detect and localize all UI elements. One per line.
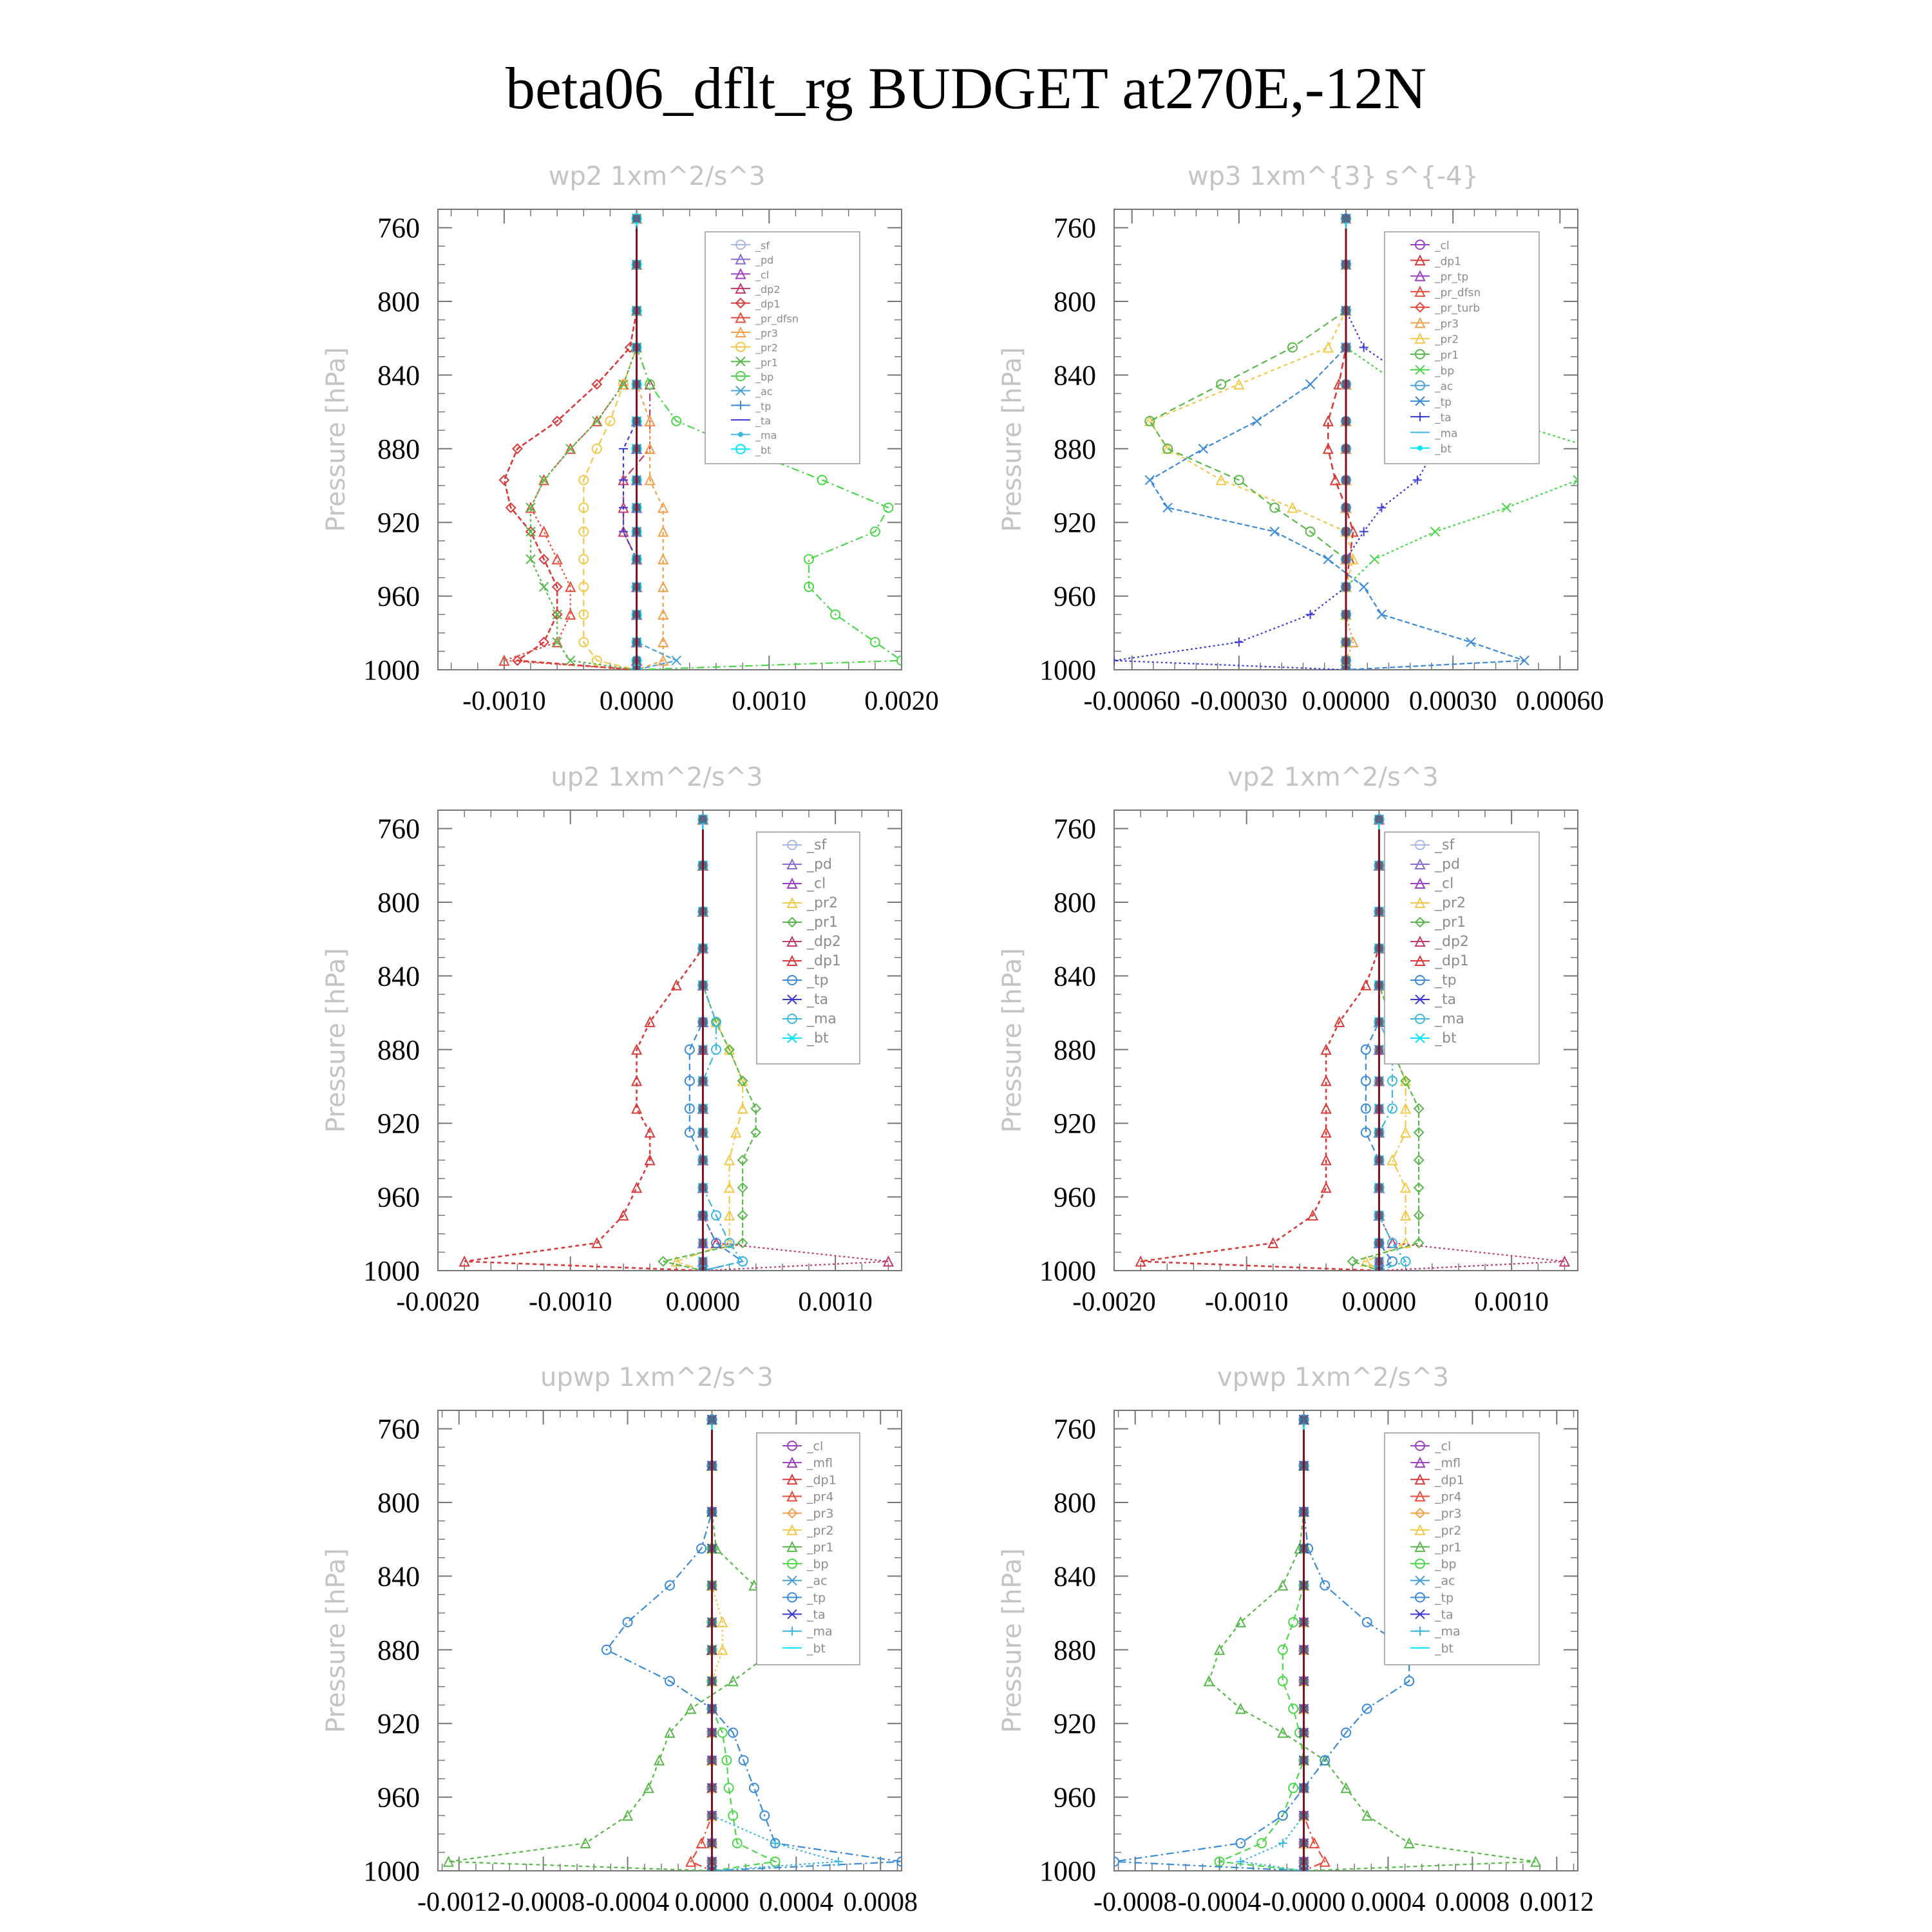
x-tick-label: 0.00060: [1516, 687, 1604, 716]
legend-box: [1385, 1433, 1539, 1665]
y-tick-label: 1000: [1039, 654, 1096, 686]
legend-label: _pr2: [1435, 333, 1459, 346]
legend-label: _ma: [755, 429, 777, 442]
legend-label: _pr4: [1435, 1490, 1462, 1504]
x-tick-label: -0.0008: [1093, 1888, 1177, 1917]
legend: [1385, 832, 1539, 1064]
data-point-ta: [1359, 343, 1368, 352]
legend-label: _pr2: [807, 1523, 834, 1538]
data-point-dp1: [672, 981, 681, 990]
legend-label: _tp: [1435, 395, 1452, 409]
y-tick-label: 960: [1054, 580, 1096, 612]
y-tick-label: 960: [377, 1781, 420, 1814]
data-point-bp: [1278, 1645, 1287, 1654]
x-tick-label: 0.0012: [1519, 1888, 1595, 1917]
legend-label: _pr1: [1435, 349, 1459, 362]
legend-label: _dp1: [1435, 1473, 1464, 1488]
x-tick-label: -0.00030: [1190, 687, 1288, 716]
data-point-pr-dfsn: [566, 610, 575, 619]
legend-label: _pr3: [807, 1506, 834, 1521]
x-tick-label: -0.0020: [1072, 1287, 1156, 1317]
legend-label: _bp: [1435, 365, 1455, 378]
legend: [1385, 1433, 1539, 1665]
data-point-ta: [1235, 638, 1244, 647]
y-tick-label: 1000: [363, 654, 420, 686]
y-axis-label: Pressure [hPa]: [998, 1548, 1027, 1733]
panel-2: [998, 162, 1604, 716]
legend-label: _tp: [807, 1591, 826, 1605]
y-tick-label: 920: [377, 1708, 420, 1740]
legend: [1385, 232, 1539, 464]
zero-marker: [1300, 1416, 1308, 1423]
panel-5: [321, 1363, 918, 1917]
data-point-tp: [1323, 554, 1332, 564]
panel-title: wp2 1xm^2/s^3: [548, 162, 766, 191]
data-point-dp1: [1321, 1183, 1331, 1192]
legend: [757, 832, 860, 1064]
legend-label: _pr_dfsn: [755, 312, 799, 325]
y-tick-label: 920: [1054, 1108, 1096, 1140]
data-point-pr1: [1278, 1581, 1287, 1590]
y-tick-label: 920: [377, 1108, 420, 1140]
y-tick-label: 800: [377, 1487, 420, 1519]
y-tick-label: 960: [1054, 1781, 1096, 1814]
series-line-ac: [637, 218, 677, 670]
legend-label: _cl: [1435, 1439, 1452, 1454]
legend-label: _pr3: [1435, 317, 1459, 331]
y-tick-label: 840: [1054, 960, 1096, 992]
data-point-dp1: [632, 1104, 641, 1113]
legend-label: _ac: [1435, 1574, 1455, 1589]
zero-marker: [708, 1416, 715, 1423]
data-point-pr1: [655, 1756, 664, 1765]
series-line-pr2: [1150, 218, 1353, 670]
legend-label: _dp1: [755, 298, 781, 310]
data-point-ta: [1377, 503, 1386, 512]
legend-label: _ma: [1435, 1624, 1461, 1639]
panel-1: [321, 162, 939, 716]
panel-4: [998, 762, 1578, 1317]
y-tick-label: 760: [377, 813, 420, 845]
legend-label: _pr3: [755, 327, 778, 339]
data-point-tp: [685, 1045, 694, 1054]
panel-title: upwp 1xm^2/s^3: [540, 1363, 773, 1392]
y-tick-label: 880: [1054, 1634, 1096, 1666]
legend-label: _dp1: [807, 953, 841, 969]
series-line-pr4: [1304, 1419, 1325, 1871]
series-line-dp1: [464, 819, 703, 1271]
zero-marker: [1375, 815, 1383, 823]
series-line-pr4: [691, 1419, 712, 1871]
y-tick-label: 800: [1054, 887, 1096, 918]
x-tick-label: 0.00000: [1302, 687, 1390, 716]
legend-label: _cl: [807, 876, 826, 892]
y-tick-label: 880: [377, 433, 420, 465]
legend-label: _pr1: [755, 356, 778, 369]
legend-label: _pd: [807, 857, 832, 873]
series-line-bp: [1220, 1419, 1304, 1871]
legend-label: _mfl: [807, 1456, 833, 1471]
data-point-tp: [1361, 1045, 1370, 1054]
data-point-ma: [1278, 1839, 1287, 1848]
legend-label: _ta: [1435, 1607, 1454, 1622]
y-tick-label: 880: [377, 1634, 420, 1666]
legend-label: _pd: [755, 254, 774, 267]
x-tick-label: -0.00060: [1083, 687, 1180, 716]
y-tick-label: 960: [377, 580, 420, 612]
legend-label: _dp1: [1435, 953, 1469, 969]
data-point-bp: [1430, 527, 1439, 536]
x-tick-label: -0.0010: [528, 1287, 612, 1317]
x-tick-label: 0.0010: [732, 687, 807, 716]
legend-label: _pr4: [807, 1490, 834, 1504]
panel-title: up2 1xm^2/s^3: [551, 762, 763, 792]
legend-label: _ta: [807, 1607, 826, 1622]
data-point-tp: [1359, 582, 1368, 591]
legend: [757, 1433, 860, 1665]
legend-label: _ta: [1435, 412, 1452, 425]
zero-marker: [633, 214, 641, 222]
data-point-ma: [1236, 1857, 1245, 1866]
legend-label: _tp: [1435, 1591, 1454, 1605]
data-point-tp: [1145, 475, 1154, 484]
panel-title: vpwp 1xm^2/s^3: [1217, 1363, 1450, 1392]
y-tick-label: 800: [1054, 1487, 1096, 1519]
legend-label: _ma: [1435, 1011, 1464, 1027]
data-point-bp: [804, 554, 813, 564]
x-tick-label: -0.0000: [1262, 1888, 1346, 1917]
y-axis-label: Pressure [hPa]: [321, 948, 351, 1133]
x-tick-label: -0.0020: [396, 1287, 480, 1317]
y-tick-label: 800: [377, 286, 420, 317]
data-point-pr2: [725, 1183, 734, 1192]
data-point-bp: [1591, 444, 1600, 453]
legend-label: _pr_turb: [1435, 302, 1481, 316]
y-tick-label: 840: [1054, 1560, 1096, 1593]
legend: [705, 232, 860, 464]
legend-label: _sf: [807, 837, 827, 853]
data-point-pr2: [1388, 1155, 1397, 1164]
data-point-ac: [672, 656, 681, 665]
data-point-tp: [1388, 1257, 1397, 1266]
legend-label: _ac: [755, 385, 773, 398]
zero-marker: [1342, 214, 1350, 222]
series-line-pr1: [448, 1419, 786, 1871]
legend-label: _ta: [755, 415, 772, 427]
legend-label: _mfl: [1435, 1456, 1461, 1471]
legend-box: [1385, 232, 1539, 464]
y-tick-label: 880: [377, 1034, 420, 1066]
data-point-dp1: [1331, 475, 1340, 484]
x-tick-label: -0.0008: [501, 1888, 585, 1917]
y-tick-label: 880: [1054, 1034, 1096, 1066]
data-point-ta: [1413, 475, 1422, 484]
x-tick-label: 0.0004: [1350, 1888, 1426, 1917]
y-tick-label: 920: [377, 507, 420, 539]
series-line-ma: [1240, 1419, 1303, 1871]
legend-label: _dp2: [1435, 934, 1469, 950]
legend-label: _pr1: [1435, 1540, 1462, 1555]
legend-label: _ma: [807, 1011, 837, 1027]
x-tick-label: 0.0000: [1341, 1287, 1417, 1317]
y-axis-label: Pressure [hPa]: [998, 347, 1027, 532]
data-point-pr3: [659, 638, 668, 647]
x-tick-label: 0.0008: [843, 1888, 918, 1917]
legend-label: _tp: [807, 972, 829, 989]
data-point-pr1: [540, 582, 549, 591]
data-point-tp: [750, 1783, 759, 1792]
y-tick-label: 840: [377, 960, 420, 992]
y-tick-label: 1000: [363, 1855, 420, 1887]
x-tick-label: 0.0000: [674, 1888, 750, 1917]
legend-label: _pr2: [1435, 895, 1466, 911]
legend-marker: [1417, 446, 1423, 451]
legend-label: _dp1: [807, 1473, 837, 1488]
zero-marker: [699, 815, 706, 823]
legend-label: _pr2: [807, 895, 838, 911]
x-tick-label: 0.00030: [1408, 687, 1497, 716]
y-tick-label: 960: [377, 1181, 420, 1213]
legend-label: _ac: [807, 1574, 828, 1589]
data-point-pr-dfsn: [540, 527, 549, 536]
x-tick-label: 0.0010: [798, 1287, 873, 1317]
x-tick-label: 0.0004: [759, 1888, 834, 1917]
x-tick-label: 0.0020: [864, 687, 939, 716]
series-line-tp: [1114, 1419, 1409, 1871]
legend-label: _bp: [807, 1557, 829, 1572]
data-point-ta: [1306, 610, 1315, 619]
legend-label: _bt: [1435, 442, 1452, 456]
legend-label: _pr_dfsn: [1435, 286, 1481, 299]
y-tick-label: 760: [1054, 212, 1096, 244]
x-tick-label: -0.0004: [1177, 1888, 1262, 1917]
x-tick-label: 0.0000: [665, 1287, 741, 1317]
data-point-dp1: [632, 1183, 641, 1192]
y-tick-label: 760: [377, 212, 420, 244]
legend-label: _pr2: [755, 341, 778, 354]
y-tick-label: 800: [1054, 286, 1096, 317]
panel-6: [998, 1363, 1594, 1917]
x-tick-label: -0.0010: [1204, 1287, 1289, 1317]
legend-label: _bp: [1435, 1557, 1457, 1572]
data-point-pr2: [1323, 343, 1332, 352]
y-tick-label: 760: [1054, 813, 1096, 845]
legend-label: _bt: [1435, 1030, 1457, 1046]
y-tick-label: 920: [1054, 1708, 1096, 1740]
legend-label: _pr1: [807, 1540, 834, 1555]
data-point-tp: [1320, 1581, 1329, 1590]
legend-label: _pr1: [807, 914, 838, 931]
legend-label: _pd: [1435, 857, 1460, 873]
data-point-tp: [1466, 638, 1475, 647]
data-point-dp1: [1361, 981, 1370, 990]
y-tick-label: 840: [377, 359, 420, 392]
data-point-bp: [1370, 554, 1379, 564]
data-point-tp: [1306, 380, 1315, 389]
legend-label: _pr_tp: [1435, 270, 1469, 284]
legend-label: _bt: [1435, 1641, 1454, 1656]
y-tick-label: 1000: [1039, 1255, 1096, 1287]
legend-label: _dp2: [807, 934, 841, 950]
data-point-tp: [623, 1618, 632, 1627]
data-point-tp: [1377, 610, 1386, 619]
legend-label: _ma: [807, 1624, 833, 1639]
legend-label: _cl: [807, 1439, 824, 1454]
y-axis-label: Pressure [hPa]: [321, 1548, 351, 1733]
series-line-dp1: [1328, 218, 1353, 670]
legend-label: _dp1: [1435, 255, 1461, 269]
y-tick-label: 840: [1054, 359, 1096, 392]
y-tick-label: 880: [1054, 433, 1096, 465]
legend-label: _cl: [755, 269, 770, 281]
legend-label: _tp: [1435, 972, 1457, 989]
x-tick-label: -0.0012: [417, 1888, 501, 1917]
legend-label: _ta: [1435, 992, 1457, 1008]
panel-3: [321, 762, 902, 1317]
legend-label: _tp: [755, 400, 772, 413]
legend-marker: [738, 432, 743, 437]
y-axis-label: Pressure [hPa]: [998, 948, 1027, 1133]
legend-label: _ta: [807, 992, 829, 1008]
legend-label: _cl: [1435, 876, 1454, 892]
data-point-tp: [1198, 444, 1208, 453]
data-point-bp: [1289, 1618, 1298, 1627]
series-line-dp1: [1141, 819, 1379, 1271]
data-point-pr-dfsn: [553, 554, 562, 564]
data-point-tp: [1253, 417, 1262, 426]
series-line-pr2: [583, 218, 636, 670]
y-tick-label: 920: [1054, 507, 1096, 539]
y-tick-label: 1000: [363, 1255, 420, 1287]
data-point-ta: [1110, 656, 1119, 665]
panels: [321, 162, 1604, 1917]
y-tick-label: 760: [377, 1413, 420, 1445]
data-point-bp: [1257, 1839, 1266, 1848]
panel-title: vp2 1xm^2/s^3: [1227, 762, 1439, 792]
legend-box: [705, 232, 860, 464]
legend-label: _pr2: [1435, 1523, 1462, 1538]
panel-title: wp3 1xm^{3} s^{-4}: [1187, 162, 1479, 191]
legend-label: _bt: [755, 444, 772, 457]
legend-label: _sf: [755, 240, 770, 252]
y-tick-label: 840: [377, 1560, 420, 1593]
legend-label: _ma: [1435, 427, 1458, 440]
x-tick-label: -0.0004: [585, 1888, 670, 1917]
y-tick-label: 760: [1054, 1413, 1096, 1445]
y-tick-label: 800: [377, 887, 420, 918]
legend-label: _ac: [1435, 380, 1454, 393]
y-axis-label: Pressure [hPa]: [321, 347, 351, 532]
y-tick-label: 960: [1054, 1181, 1096, 1213]
x-tick-label: 0.0010: [1474, 1287, 1549, 1317]
legend-label: _pr3: [1435, 1506, 1462, 1521]
data-point-bp: [1502, 503, 1511, 512]
series-line-pr1: [1150, 218, 1346, 670]
x-tick-label: 0.0008: [1435, 1888, 1510, 1917]
legend-label: _dp2: [755, 283, 781, 296]
data-point-pr1: [1270, 503, 1279, 512]
legend-label: _bp: [755, 371, 774, 383]
y-tick-label: 1000: [1039, 1855, 1096, 1887]
x-tick-label: -0.0010: [462, 687, 546, 716]
series-line-ma: [703, 819, 743, 1271]
legend-label: _bt: [807, 1030, 829, 1046]
legend-label: _cl: [1435, 240, 1450, 252]
legend-label: _sf: [1435, 837, 1455, 853]
figure-title: beta06_dflt_rg BUDGET at270E,-12N: [505, 55, 1427, 121]
x-tick-label: 0.0000: [599, 687, 674, 716]
legend-label: _pr1: [1435, 914, 1466, 931]
legend-label: _bt: [807, 1641, 826, 1656]
